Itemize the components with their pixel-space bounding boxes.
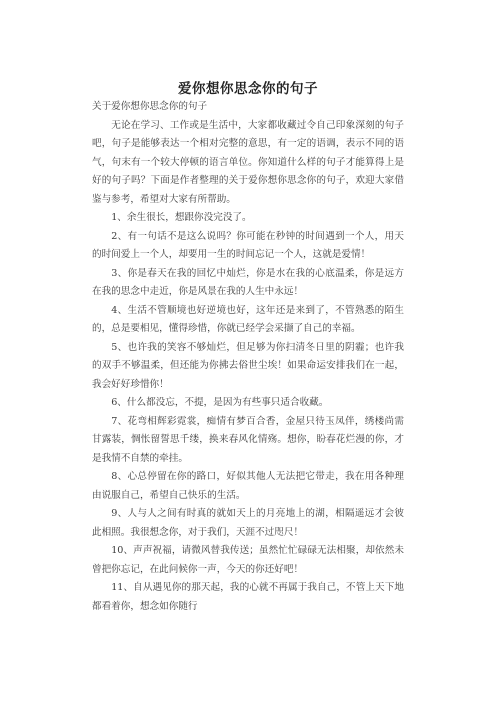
document-body (92, 98, 404, 616)
intro-paragraph: 无论在学习、工作或是生活中，大家都收藏过令自己印象深刻的句子吧，句子是能够表达一个相对完整的意思，有一定的语调，表示不同的语气，句末有一个较大停顿的语言单位。你知道什么样的句子才能算得上是好的句子吗？下面是作者整理的关于爱你想你思念你的句子，欢迎大家借鉴与参考，希望对大家有所帮助。 (92, 119, 404, 205)
list-item: 11、自从遇见你的那天起，我的心就不再属于我自己，不管上天下地都看着你，想念如你随行 (92, 582, 404, 612)
list-item: 9、人与人之间有时真的就如天上的月亮地上的湖，相隔遥远才会彼此相照。我很想念你，对于我们，天涯不过咫尺！ (92, 508, 404, 538)
document-title: 爱你想你思念你的句子 (178, 81, 318, 97)
list-item: 4、生活不管顺境也好逆境也好，这年还是来到了，不管熟悉的陌生的，总是要相见，懂得珍惜，你就已经学会采撷了自己的幸福。 (92, 304, 404, 334)
list-item: 1、余生很长，想跟你没完没了。 (111, 212, 252, 223)
list-item: 3、你是春天在我的回忆中灿烂，你是水在我的心底温柔，你是远方在我的思念中走近，你是风景在我的人生中永远！ (92, 267, 404, 297)
list-item: 6、什么都没忘，不提，是因为有些事只适合收藏。 (111, 397, 329, 408)
list-item: 2、有一句话不是这么说吗？你可能在秒钟的时间遇到一个人，用天的时间爱上一个人，却要用一生的时间忘记一个人，这就是爱情！ (92, 230, 404, 260)
list-item: 10、声声祝福，请微风替我传送；虽然忙忙碌碌无法相聚，却依然未曾把你忘记，在此问候你一声，今天的你还好吧！ (92, 545, 404, 575)
list-item: 8、心总停留在你的路口，好似其他人无法把它带走，我在用各种理由说服自己，希望自己快乐的生活。 (92, 471, 404, 501)
document-subtitle: 关于爱你想你思念你的句子 (92, 101, 208, 112)
list-item: 5、也许我的笑容不够灿烂，但足够为你扫清冬日里的阴霾；也许我的双手不够温柔，但还能为你拂去俗世尘埃！如果命运安排我们在一起，我会好好珍惜你！ (92, 341, 404, 390)
list-item: 7、花弯相辉彩霓裳，痴情有梦百合香，金屋只待玉凤伴，绣楼尚需甘露装，惆怅留誓思千缕，换来春风化情殇。想你，盼春花烂漫的你，才是我情不自禁的牵挂。 (92, 415, 404, 464)
